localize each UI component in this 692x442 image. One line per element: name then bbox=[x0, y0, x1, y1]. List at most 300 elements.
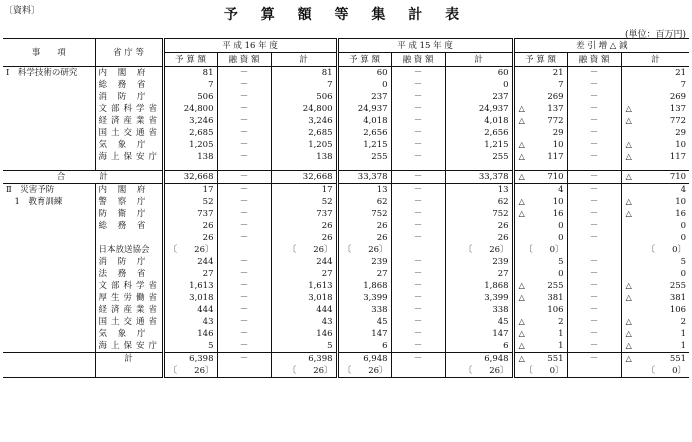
cell-text: 255 bbox=[371, 152, 388, 162]
diff-budget bbox=[513, 232, 567, 244]
diff-total bbox=[621, 316, 689, 328]
cell-text: 138 bbox=[316, 152, 333, 162]
cell-text: 内 閣 府 bbox=[98, 68, 150, 78]
cell-text: 1,215 bbox=[484, 140, 509, 150]
page-title: 予 算 額 等 集 計 表 bbox=[223, 7, 469, 23]
cell-text: － bbox=[589, 317, 599, 327]
cell-text: － bbox=[239, 329, 249, 339]
diff-loan bbox=[567, 79, 621, 91]
agency-label bbox=[95, 151, 163, 163]
fy15-loan bbox=[391, 220, 445, 232]
fy16-total bbox=[271, 316, 337, 328]
category-cell bbox=[3, 280, 95, 292]
cell-text: 16 bbox=[675, 209, 687, 219]
cell-text: － bbox=[413, 128, 423, 138]
cell-text: － bbox=[413, 68, 423, 78]
fy16-total bbox=[271, 115, 337, 127]
diff-budget-bracket bbox=[513, 365, 567, 378]
fy16-loan bbox=[217, 268, 271, 280]
fy16-budget bbox=[163, 244, 217, 256]
cell-text: － bbox=[239, 257, 249, 267]
fy15-total bbox=[445, 316, 513, 328]
fy15-budget bbox=[337, 232, 391, 244]
fy15-total bbox=[445, 304, 513, 316]
cell-text: 0 bbox=[382, 80, 388, 90]
fy16-loan bbox=[217, 244, 271, 256]
fy15-total bbox=[445, 171, 513, 184]
table-row bbox=[3, 316, 689, 328]
spacer-cell bbox=[513, 163, 567, 171]
cell-text: － bbox=[413, 305, 423, 315]
fy15-budget-bracket bbox=[337, 365, 391, 378]
decrease-mark: △ bbox=[625, 104, 632, 113]
diff-total bbox=[621, 151, 689, 163]
table-row bbox=[3, 220, 689, 232]
category-label bbox=[3, 67, 95, 80]
fy16-budget bbox=[163, 184, 217, 197]
fy15-loan bbox=[391, 340, 445, 353]
decrease-mark: △ bbox=[518, 293, 525, 302]
fy15-total bbox=[445, 67, 513, 80]
cell-text: － bbox=[589, 233, 599, 243]
cell-text: － bbox=[239, 80, 249, 90]
cell-text: － bbox=[413, 104, 423, 114]
decrease-mark: △ bbox=[518, 116, 525, 125]
fy16-budget bbox=[163, 103, 217, 115]
cell-text: 710 bbox=[547, 172, 564, 182]
diff-budget bbox=[513, 171, 567, 184]
cell-text: － bbox=[239, 92, 249, 102]
diff-loan bbox=[567, 103, 621, 115]
category-cell bbox=[3, 115, 95, 127]
cell-text: 137 bbox=[547, 104, 564, 114]
diff-total bbox=[621, 103, 689, 115]
fy16-loan bbox=[217, 91, 271, 103]
cell-text: 1 bbox=[558, 329, 564, 339]
cell-text: 10 bbox=[675, 197, 687, 207]
cell-text: 269 bbox=[547, 92, 564, 102]
fy16-total bbox=[271, 103, 337, 115]
header-budget: 予 算 額 bbox=[337, 53, 391, 67]
cell-text: 62 bbox=[376, 197, 388, 207]
fy16-loan bbox=[217, 292, 271, 304]
cell-text: 33,378 bbox=[478, 172, 509, 182]
cell-text: 1,868 bbox=[484, 281, 509, 291]
agency-label bbox=[95, 115, 163, 127]
agency-label bbox=[95, 79, 163, 91]
fy16-budget bbox=[163, 340, 217, 353]
table-row bbox=[3, 171, 689, 184]
diff-budget bbox=[513, 184, 567, 197]
cell-text: － bbox=[589, 281, 599, 291]
diff-loan bbox=[567, 196, 621, 208]
agency-label bbox=[95, 184, 163, 197]
diff-loan bbox=[567, 151, 621, 163]
cell-text: 〔 0〕 bbox=[524, 245, 564, 255]
cell-text: 〔 26〕 bbox=[342, 245, 388, 255]
cell-text: － bbox=[239, 197, 249, 207]
category-cell bbox=[3, 292, 95, 304]
cell-text: 2,685 bbox=[308, 128, 333, 138]
decrease-mark: △ bbox=[518, 104, 525, 113]
table-row bbox=[3, 353, 689, 366]
table-row bbox=[3, 340, 689, 353]
diff-total bbox=[621, 268, 689, 280]
cell-text: － bbox=[589, 221, 599, 231]
fy15-total bbox=[445, 115, 513, 127]
category-cell bbox=[3, 304, 95, 316]
cell-text: 43 bbox=[321, 317, 333, 327]
fy15-budget bbox=[337, 316, 391, 328]
decrease-mark: △ bbox=[518, 354, 525, 363]
header-budget: 予 算 額 bbox=[513, 53, 567, 67]
category-cell bbox=[3, 196, 95, 208]
fy15-budget bbox=[337, 256, 391, 268]
fy15-budget bbox=[337, 184, 391, 197]
cell-text: － bbox=[589, 257, 599, 267]
cell-text: 81 bbox=[321, 68, 333, 78]
cell-text: － bbox=[239, 104, 249, 114]
fy15-budget bbox=[337, 151, 391, 163]
cell-text: 4,018 bbox=[484, 116, 509, 126]
diff-budget bbox=[513, 340, 567, 353]
cell-text: － bbox=[589, 68, 599, 78]
fy15-loan bbox=[391, 328, 445, 340]
cell-text: － bbox=[413, 257, 423, 267]
table-row bbox=[3, 91, 689, 103]
table-row bbox=[3, 184, 689, 197]
diff-total bbox=[621, 139, 689, 151]
cell-text: － bbox=[239, 305, 249, 315]
fy15-total bbox=[445, 91, 513, 103]
fy15-total bbox=[445, 184, 513, 197]
cell-text: 10 bbox=[675, 140, 687, 150]
fy15-total bbox=[445, 139, 513, 151]
diff-loan bbox=[567, 220, 621, 232]
fy15-loan bbox=[391, 67, 445, 80]
fy15-total bbox=[445, 208, 513, 220]
cell-text: － bbox=[413, 92, 423, 102]
diff-loan bbox=[567, 256, 621, 268]
total-label bbox=[95, 353, 163, 366]
cell-text: 0 bbox=[680, 269, 687, 279]
cell-text: 0 bbox=[680, 221, 687, 231]
fy16-budget bbox=[163, 232, 217, 244]
decrease-mark: △ bbox=[518, 317, 525, 326]
cell-text: 経済産業省 bbox=[98, 305, 162, 315]
diff-total bbox=[621, 244, 689, 256]
cell-text: 4 bbox=[558, 185, 564, 195]
header-fy15: 平 成 15 年 度 bbox=[337, 39, 513, 53]
diff-loan bbox=[567, 208, 621, 220]
diff-budget bbox=[513, 151, 567, 163]
header-loan: 融 資 額 bbox=[567, 53, 621, 67]
cell-text: － bbox=[413, 185, 423, 195]
cell-text: 60 bbox=[376, 68, 388, 78]
agency-label bbox=[95, 103, 163, 115]
table-row bbox=[3, 328, 689, 340]
fy16-budget bbox=[163, 208, 217, 220]
diff-budget bbox=[513, 91, 567, 103]
agency-label bbox=[95, 304, 163, 316]
diff-loan bbox=[567, 232, 621, 244]
fy16-loan bbox=[217, 208, 271, 220]
budget-table bbox=[3, 38, 689, 378]
decrease-mark: △ bbox=[625, 116, 632, 125]
diff-total bbox=[621, 208, 689, 220]
spacer-cell bbox=[567, 163, 621, 171]
fy16-loan bbox=[217, 127, 271, 139]
cell-text: 506 bbox=[197, 92, 214, 102]
cell-text: 1 教育訓練 bbox=[6, 197, 63, 207]
fy15-budget bbox=[337, 79, 391, 91]
cell-text: 146 bbox=[316, 329, 333, 339]
fy16-budget bbox=[163, 91, 217, 103]
cell-text: － bbox=[589, 293, 599, 303]
fy15-loan bbox=[391, 316, 445, 328]
cell-text: 24,800 bbox=[183, 104, 214, 114]
cell-text: 33,378 bbox=[357, 172, 388, 182]
fy15-total bbox=[445, 340, 513, 353]
decrease-mark: △ bbox=[518, 281, 525, 290]
fy16-loan bbox=[217, 340, 271, 353]
fy15-budget bbox=[337, 67, 391, 80]
fy16-loan bbox=[217, 256, 271, 268]
cell-text: 3,246 bbox=[308, 116, 333, 126]
cell-text: 1 bbox=[558, 341, 564, 351]
cell-text: 237 bbox=[492, 92, 509, 102]
cell-text: 〔 26〕 bbox=[168, 366, 214, 376]
cell-text: 0 bbox=[558, 233, 564, 243]
cell-text: － bbox=[239, 68, 249, 78]
cell-text: － bbox=[589, 209, 599, 219]
spacer-cell bbox=[163, 163, 217, 171]
header-loan: 融 資 額 bbox=[217, 53, 271, 67]
cell-text: 26 bbox=[202, 233, 214, 243]
fy16-total bbox=[271, 171, 337, 184]
category-cell bbox=[3, 316, 95, 328]
diff-budget bbox=[513, 208, 567, 220]
fy15-total bbox=[445, 256, 513, 268]
cell-text: 気 象 庁 bbox=[98, 329, 150, 339]
fy16-total bbox=[271, 256, 337, 268]
fy16-loan bbox=[217, 103, 271, 115]
diff-budget bbox=[513, 220, 567, 232]
agency-label bbox=[95, 280, 163, 292]
cell-text: 消 防 庁 bbox=[98, 257, 150, 267]
fy15-budget bbox=[337, 171, 391, 184]
cell-text: 〔 26〕 bbox=[463, 245, 509, 255]
cell-text: － bbox=[589, 341, 599, 351]
diff-budget bbox=[513, 139, 567, 151]
fy15-total bbox=[445, 232, 513, 244]
cell-text: 文部科学省 bbox=[98, 281, 162, 291]
diff-budget bbox=[513, 256, 567, 268]
fy15-budget bbox=[337, 304, 391, 316]
cell-text: － bbox=[239, 140, 249, 150]
fy15-total bbox=[445, 292, 513, 304]
fy16-budget bbox=[163, 196, 217, 208]
category-cell bbox=[3, 244, 95, 256]
table-row bbox=[3, 127, 689, 139]
cell-text: 147 bbox=[371, 329, 388, 339]
header-diff: 差 引 増 △ 減 bbox=[513, 39, 689, 53]
diff-loan bbox=[567, 353, 621, 366]
decrease-mark: △ bbox=[518, 329, 525, 338]
cell-text: － bbox=[239, 172, 249, 182]
cell-text: － bbox=[413, 293, 423, 303]
fy16-budget bbox=[163, 79, 217, 91]
fy16-loan bbox=[217, 353, 271, 366]
cell-text: 45 bbox=[376, 317, 388, 327]
diff-total bbox=[621, 304, 689, 316]
agency-cell bbox=[95, 365, 163, 378]
fy16-budget bbox=[163, 292, 217, 304]
agency-label bbox=[95, 91, 163, 103]
cell-text: 32,668 bbox=[302, 172, 333, 182]
spacer-cell bbox=[271, 163, 337, 171]
cell-text: 内 閣 府 bbox=[98, 185, 150, 195]
cell-text: 1,613 bbox=[189, 281, 214, 291]
diff-total bbox=[621, 220, 689, 232]
cell-text: － bbox=[413, 152, 423, 162]
fy15-loan bbox=[391, 353, 445, 366]
category-cell bbox=[3, 268, 95, 280]
header-total: 計 bbox=[271, 53, 337, 67]
spacer-cell bbox=[217, 163, 271, 171]
cell-text: 2 bbox=[558, 317, 564, 327]
category-cell bbox=[3, 103, 95, 115]
cell-text: 国土交通省 bbox=[98, 317, 162, 327]
cell-text: 27 bbox=[376, 269, 388, 279]
fy15-loan bbox=[391, 115, 445, 127]
decrease-mark: △ bbox=[625, 197, 632, 206]
cell-text: 文部科学省 bbox=[98, 104, 162, 114]
fy15-total bbox=[445, 244, 513, 256]
cell-text: 〔 0〕 bbox=[646, 245, 687, 255]
fy16-total bbox=[271, 91, 337, 103]
agency-label bbox=[95, 256, 163, 268]
category-cell bbox=[3, 127, 95, 139]
diff-total bbox=[621, 328, 689, 340]
fy15-budget bbox=[337, 196, 391, 208]
fy16-loan bbox=[217, 115, 271, 127]
cell-text: 7 bbox=[680, 80, 687, 90]
cell-text: 5 bbox=[558, 257, 564, 267]
table-row bbox=[3, 244, 689, 256]
fy16-loan bbox=[217, 304, 271, 316]
cell-text: 239 bbox=[371, 257, 388, 267]
diff-total bbox=[621, 127, 689, 139]
diff-total bbox=[621, 171, 689, 184]
fy16-total bbox=[271, 232, 337, 244]
cell-text: － bbox=[239, 269, 249, 279]
decrease-mark: △ bbox=[518, 172, 525, 181]
diff-total bbox=[621, 196, 689, 208]
cell-text: 〔 26〕 bbox=[168, 245, 214, 255]
cell-text: － bbox=[413, 80, 423, 90]
cell-text: － bbox=[239, 185, 249, 195]
table-row bbox=[3, 151, 689, 163]
cell-text: 381 bbox=[547, 293, 564, 303]
cell-text: 26 bbox=[376, 233, 388, 243]
cell-text: 〔 26〕 bbox=[287, 245, 333, 255]
cell-text: 17 bbox=[321, 185, 333, 195]
fy16-total bbox=[271, 67, 337, 80]
diff-budget bbox=[513, 353, 567, 366]
table-row bbox=[3, 268, 689, 280]
cell-text: － bbox=[589, 140, 599, 150]
cell-text: 0 bbox=[503, 80, 509, 90]
cell-text: － bbox=[413, 172, 423, 182]
cell-text: － bbox=[589, 305, 599, 315]
cell-text: 26 bbox=[497, 233, 509, 243]
cell-text: － bbox=[589, 152, 599, 162]
fy16-total-bracket bbox=[271, 365, 337, 378]
fy15-loan bbox=[391, 292, 445, 304]
fy16-budget bbox=[163, 268, 217, 280]
cell-text: － bbox=[239, 128, 249, 138]
cell-text: 239 bbox=[492, 257, 509, 267]
cell-text: 3,399 bbox=[363, 293, 388, 303]
cell-text: － bbox=[589, 354, 599, 364]
cell-text: 2 bbox=[680, 317, 687, 327]
cell-text: 3,018 bbox=[189, 293, 214, 303]
table-row bbox=[3, 365, 689, 378]
fy16-budget bbox=[163, 316, 217, 328]
category-cell bbox=[3, 208, 95, 220]
cell-text: 1,205 bbox=[308, 140, 333, 150]
fy15-budget bbox=[337, 268, 391, 280]
fy15-loan bbox=[391, 103, 445, 115]
cell-text: 752 bbox=[371, 209, 388, 219]
cell-text: 26 bbox=[321, 221, 333, 231]
diff-loan bbox=[567, 304, 621, 316]
diff-total bbox=[621, 292, 689, 304]
diff-loan bbox=[567, 365, 621, 378]
agency-label bbox=[95, 139, 163, 151]
cell-text: 国土交通省 bbox=[98, 128, 162, 138]
fy15-budget bbox=[337, 280, 391, 292]
decrease-mark: △ bbox=[625, 293, 632, 302]
cell-text: 269 bbox=[669, 92, 687, 102]
spacer-cell bbox=[391, 163, 445, 171]
cell-text: － bbox=[413, 209, 423, 219]
cell-text: 〔 26〕 bbox=[463, 366, 509, 376]
cell-text: － bbox=[413, 233, 423, 243]
fy16-loan bbox=[217, 280, 271, 292]
table-row bbox=[3, 280, 689, 292]
fy15-budget bbox=[337, 292, 391, 304]
diff-budget bbox=[513, 196, 567, 208]
category-cell bbox=[3, 232, 95, 244]
cell-text: 2,656 bbox=[484, 128, 509, 138]
cell-text: 244 bbox=[316, 257, 333, 267]
cell-text: 6 bbox=[503, 341, 509, 351]
cell-text: 6,948 bbox=[363, 354, 388, 364]
category-cell bbox=[3, 328, 95, 340]
agency-label bbox=[95, 292, 163, 304]
diff-total bbox=[621, 280, 689, 292]
fy16-total bbox=[271, 220, 337, 232]
cell-text: 総 務 省 bbox=[98, 80, 150, 90]
cell-text: 146 bbox=[197, 329, 214, 339]
cell-text: 1 bbox=[680, 341, 687, 351]
fy15-total bbox=[445, 151, 513, 163]
fy16-total bbox=[271, 139, 337, 151]
category-cell bbox=[3, 340, 95, 353]
fy16-loan bbox=[217, 139, 271, 151]
